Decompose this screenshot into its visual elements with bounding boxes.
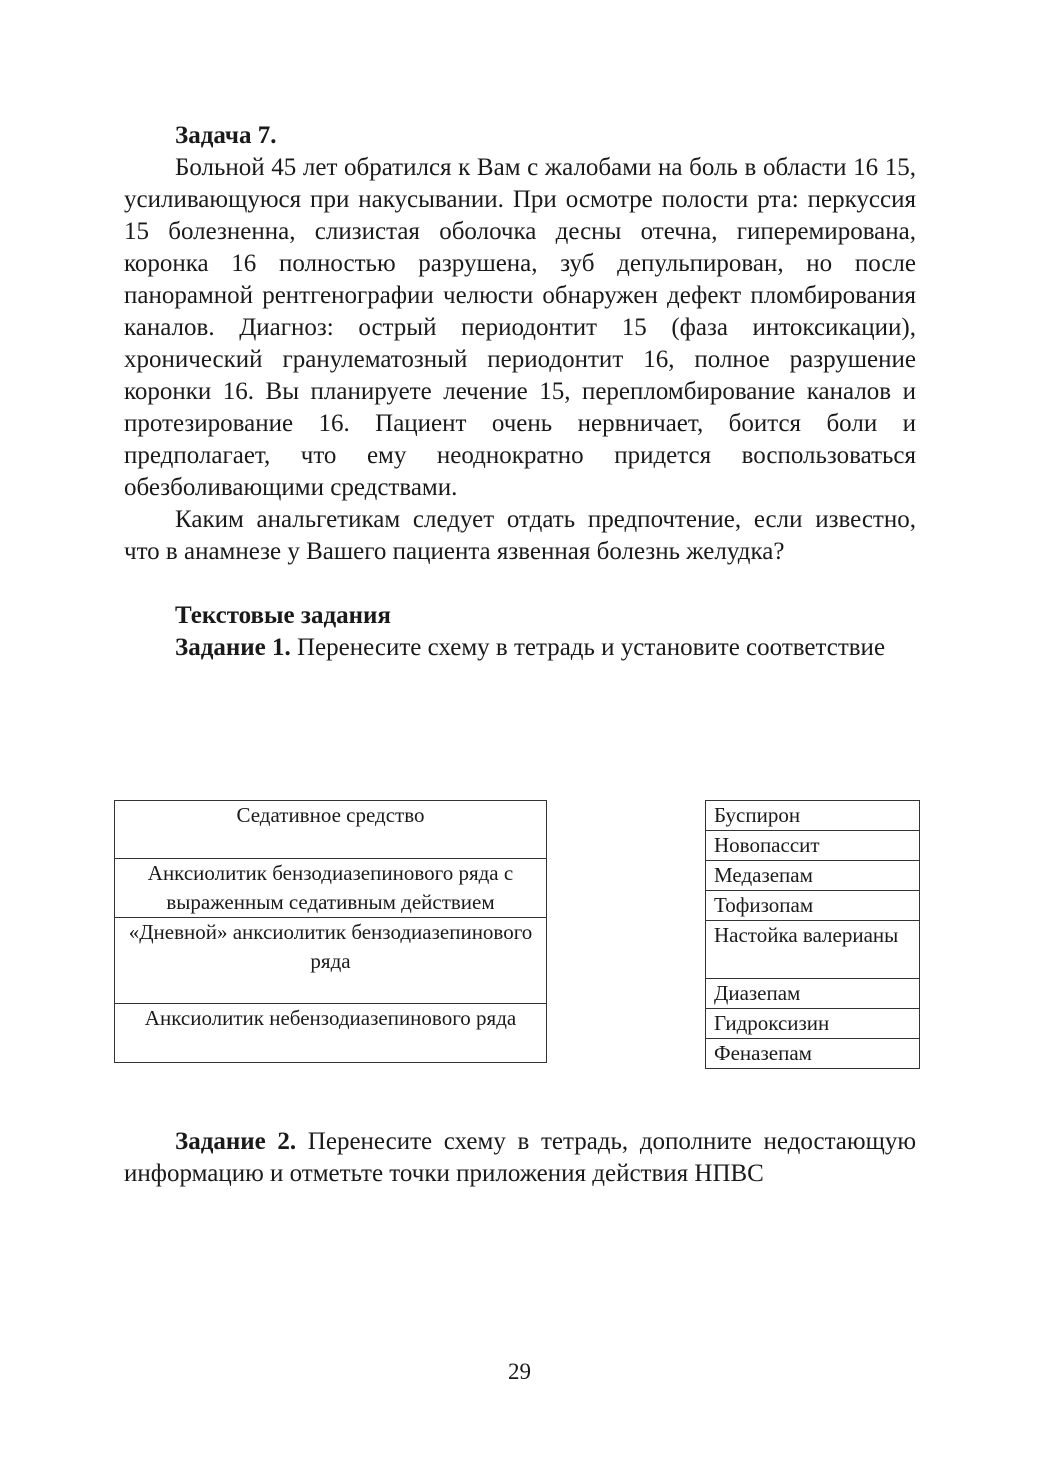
task2-label: Задание 2. [175,1128,297,1155]
section-gap [124,568,916,600]
task7-paragraph-1: Больной 45 лет обратился к Вам с жалобами на боль в области 16 15, усиливающуюся при накусывании. При осмотре полости рта: перкуссия 15 болезненна, слизистая оболочка десны отечна, гиперемирована, коронка 16 полностью разрушена, зуб депульпирован, но после панорамной рентгенографии челюсти обнаружен дефект пломбирования каналов. Диагноз: острый периодонтит 15 (фаза интоксикации), хронический гранулематозный периодонтит 16, полное разрушение коронки 16. Вы планируете лечение 15, перепломбирование каналов и протезирование 16. Пациент очень нервничает, боится боли и предполагает, что ему неоднократно придется воспользоваться обезболивающими средствами. [124,154,916,501]
category-cell: Анксиолитик небензодиазепинового ряда [115,1004,547,1063]
task1-description [124,632,916,664]
category-cell: Анксиолитик бензодиазепинового ряда с выраженным седативным действием [115,859,547,918]
task1-label: Задание 1. [175,634,291,661]
page-body [124,120,916,664]
task7-title: Задача 7. [175,122,277,149]
drug-cell: Буспирон [706,801,920,831]
drug-table [705,800,920,1069]
text-tasks-title: Текстовые задания [175,602,391,629]
drug-cell: Медазепам [706,861,920,891]
drug-cell: Новопассит [706,831,920,861]
task1-text: Перенесите схему в тетрадь и установите соответствие [290,634,886,661]
task7-paragraph-2: Каким анальгетикам следует отдать предпочтение, если известно, что в анамнезе у Вашего пациента язвенная болезнь желудка? [124,506,916,565]
category-table [114,800,547,1063]
page-number: 29 [508,1359,531,1384]
task2-block [124,1126,916,1190]
drug-cell: Гидроксизин [706,1009,920,1039]
category-cell: «Дневной» анксиолитик бензодиазепинового ряда [115,918,547,1004]
category-cell: Седативное средство [115,801,547,859]
matching-scheme [114,800,920,1065]
task2-description [124,1126,916,1190]
drug-cell: Тофизопам [706,891,920,921]
drug-cell: Настойка валерианы [706,921,920,979]
task2-text: Перенесите схему в тетрадь, дополните недостающую информацию и отметьте точки приложения действия НПВС [124,1128,917,1187]
drug-cell: Феназепам [706,1039,920,1069]
drug-cell: Диазепам [706,979,920,1009]
